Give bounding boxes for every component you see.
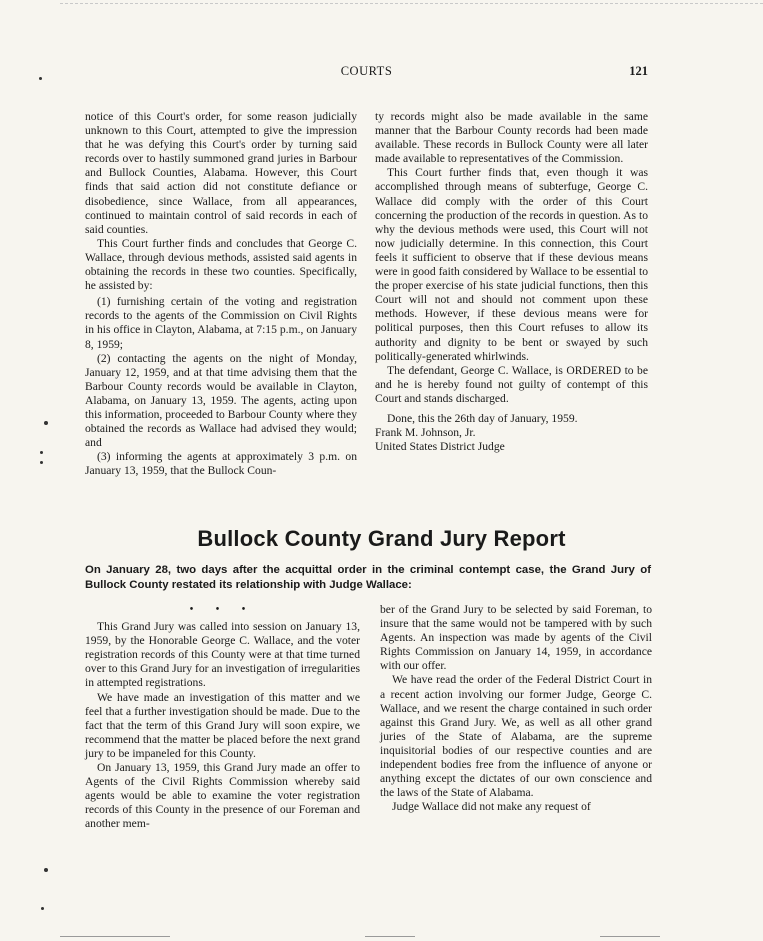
scan-speck xyxy=(41,907,44,910)
paragraph: ber of the Grand Jury to be selected by said Foreman, to insure that the same would not be tampered with by such Agents. An inspection was made by agents of the Civil Rights Commission on January 14, 1959, in accordance with our offer. xyxy=(380,603,652,673)
dated-line: Done, this the 26th day of January, 1959. xyxy=(387,411,578,425)
section-heading: Bullock County Grand Jury Report xyxy=(197,526,566,551)
section-dots: • • • xyxy=(189,604,256,615)
paragraph: ty records might also be made available in the same manner that the Barbour County records had been made available. These records in Bullock County were all later made available to representatives of the Commission. xyxy=(375,110,648,166)
right-column-bottom xyxy=(380,603,652,814)
bottom-rule xyxy=(365,936,415,937)
signature-name: Frank M. Johnson, Jr. xyxy=(375,426,476,440)
paragraph: This Grand Jury was called into session on January 13, 1959, by the Honorable George C. Wallace, and the voter registration records of this County were at that time turned over to this Grand Jury for an investigation of irregularities in attempted registrations. xyxy=(85,620,360,690)
running-head: COURTS xyxy=(340,64,393,78)
scan-speck xyxy=(40,461,43,464)
paragraph: notice of this Court's order, for some reason judicially unknown to this Court, attempted to give the impression that he was defying this Court's order by turning said records over to hastily summoned grand juries in Barbour and Bullock Counties, Alabama. However, this Court finds that said action did not constitute defiance or disobedience, since Wallace, from all appearances, continued to maintain control of said records in each of said counties. xyxy=(85,110,357,236)
report-intro: On January 28, two days after the acquittal order in the criminal contempt case, the Grand Jury of Bullock County restated its relationship with Judge Wallace: xyxy=(85,564,651,591)
top-edge-mark xyxy=(60,3,763,4)
bottom-rule xyxy=(60,936,170,937)
scan-speck xyxy=(39,77,42,80)
left-column-bottom xyxy=(85,603,360,832)
paragraph: We have made an investigation of this matter and we feel that a further investigation should be made. Due to the fact that the term of this Grand Jury will soon expire, we recommend that the matter be placed before the next grand jury to be impaneled for this County. xyxy=(85,690,360,760)
paragraph: This Court further finds that, even though it was accomplished through means of subterfuge, George C. Wallace did comply with the order of this Court concerning the production of the records in question. As to why the devious methods were used, this Court will not now judicially determine. In this connection, this Court feels it sufficient to observe that if these devious means were in good faith considered by Wallace to be essential to the proper exercise of his state judicial functions, then this Court will not and should not comment upon these methods. However, if these devious means were for political purposes, then this Court refuses to allow its authority and dignity to be bent or swayed by such politically-generated whirlwinds. xyxy=(375,166,648,363)
list-item: (3) informing the agents at approximately 3 p.m. on January 13, 1959, that the Bullock Coun- xyxy=(85,450,357,478)
page-header xyxy=(85,64,648,84)
signature-title: United States District Judge xyxy=(375,440,505,454)
scan-speck xyxy=(44,868,48,872)
paragraph: We have read the order of the Federal District Court in a recent action involving our former Judge, George C. Wallace, and we resent the charge contained in such order against this Grand Jury. We, as well as all other grand juries of the State of Alabama, are the supreme inquisitorial bodies of our respective counties and are independent bodies free from the influence of anyone or anything except the dictates of our own conscience and the laws of the State of Alabama. xyxy=(380,673,652,800)
paragraph: This Court further finds and concludes that George C. Wallace, through devious methods, assisted said agents in obtaining the records in these two counties. Specifically, he assisted by: xyxy=(85,236,357,293)
list-item: (1) furnishing certain of the voting and registration records to the agents of the Commission on Civil Rights in his office in Clayton, Alabama, at 7:15 p.m., on January 8, 1959; xyxy=(85,295,357,351)
scan-speck xyxy=(44,421,48,425)
left-column-top xyxy=(85,110,357,478)
list-item: (2) contacting the agents on the night of Monday, January 12, 1959, and at that time advising them that the Barbour County records would be available in Clayton, Alabama, on January 13, 1959. The agents, acting upon this information, proceeded to Barbour County where they obtained the records as Wallace had advised they would; and xyxy=(85,351,357,450)
paragraph: On January 13, 1959, this Grand Jury made an offer to Agents of the Civil Rights Commission whereby said agents would be able to examine the voter registration records of this County in the presence of our Foreman and another mem- xyxy=(85,761,360,831)
paragraph: Judge Wallace did not make any request of xyxy=(392,800,591,814)
paragraph: The defendant, George C. Wallace, is ORDERED to be and he is hereby found not guilty of contempt of this Court and stands discharged. xyxy=(375,363,648,405)
scan-speck xyxy=(40,451,43,454)
right-column-top xyxy=(375,110,648,454)
page-number: 121 xyxy=(629,64,648,78)
bottom-rule xyxy=(600,936,660,937)
